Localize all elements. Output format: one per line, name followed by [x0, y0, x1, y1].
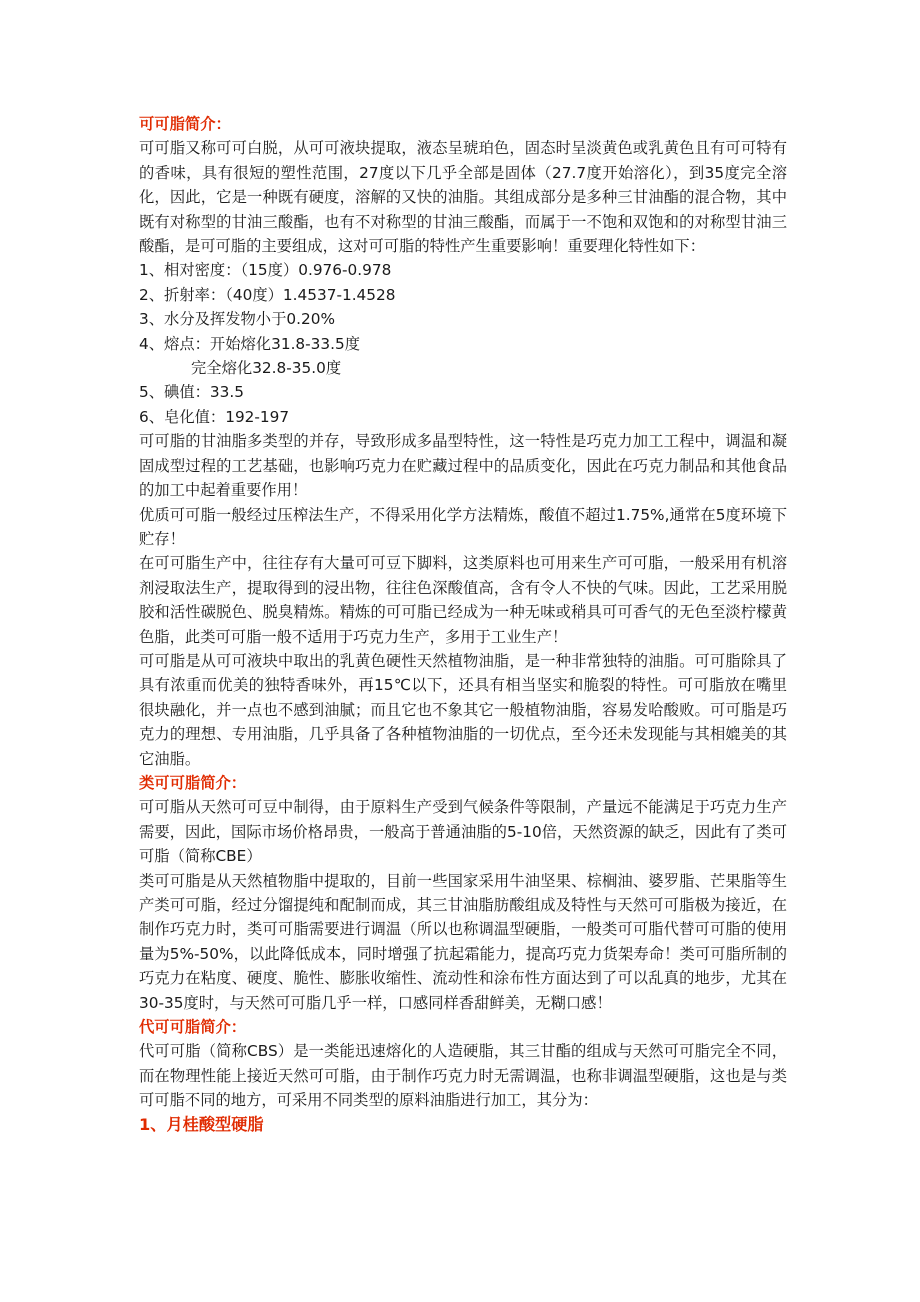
paragraph-quality: 优质可可脂一般经过压榨法生产，不得采用化学方法精炼，酸值不超过1.75%,通常在5度环境下贮存！ — [139, 505, 787, 548]
paragraph-cbe-origin: 可可脂从天然可可豆中制得，由于原料生产受到气候条件等限制，产量远不能满足于巧克力生产需要，因此，国际市场价格昂贵，一般高于普通油脂的5-10倍，天然资源的缺乏，因此有了类可可脂（简称CBE） — [139, 798, 787, 866]
subheading-lauric-hard-butter: 1、月桂酸型硬脂 — [139, 1114, 264, 1134]
property-list — [139, 258, 787, 429]
paragraph-characteristics: 可可脂是从可可液块中取出的乳黄色硬性天然植物油脂，是一种非常独特的油脂。可可脂除具了具有浓重而优美的独特香味外，再15℃以下，还具有相当坚实和脆裂的特性。可可脂放在嘴里很块融化，并一点也不感到油腻；而且它也不象其它一般植物油脂，容易发哈酸败。可可脂是巧克力的理想、专用油脂，几乎具备了各种植物油脂的一切优点，至今还未发现能与其相媲美的其它油脂。 — [139, 651, 787, 768]
paragraph-cbe-production: 类可可脂是从天然植物脂中提取的，目前一些国家采用牛油坚果、棕榈油、婆罗脂、芒果脂等生产类可可脂，经过分馏提纯和配制而成，其三甘油脂肪酸组成及特性与天然可可脂极为接近，在制作巧克力时，类可可脂需要进行调温（所以也称调温型硬脂，一般类可可脂代替可可脂的使用量为5%-50%，以此降低成本，同时增强了抗起霜能力，提高巧克力货架寿命！类可可脂所制的巧克力在粘度、硬度、脆性、膨胀收缩性、流动性和涂布性方面达到了可以乱真的地步，尤其在30-35度时，与天然可可脂几乎一样，口感同样香甜鲜美，无糊口感！ — [139, 871, 787, 1012]
property-item: 4、熔点：开始熔化31.8-33.5度 — [139, 334, 361, 353]
paragraph-polymorphism: 可可脂的甘油脂多类型的并存，导致形成多晶型特性，这一特性是巧克力加工工程中，调温和凝固成型过程的工艺基础，也影响巧克力在贮藏过程中的品质变化，因此在巧克力制品和其他食品的加工中起着重要作用！ — [139, 432, 787, 500]
property-item: 2、折射率：（40度）1.4537-1.4528 — [139, 285, 396, 304]
paragraph-cbs-intro: 代可可脂（简称CBS）是一类能迅速熔化的人造硬脂，其三甘酯的组成与天然可可脂完全不同，而在物理性能上接近天然可可脂，由于制作巧克力时无需调温，也称非调温型硬脂，这也是与类可可脂不同的地方，可采用不同类型的原料油脂进行加工，其分为： — [139, 1042, 787, 1110]
section-heading-cbe: 类可可脂简介： — [139, 773, 247, 792]
section-heading-cocoa-butter: 可可脂简介： — [139, 115, 231, 133]
property-item: 3、水分及挥发物小于0.20% — [139, 310, 335, 329]
section-heading-cbs: 代可可脂简介： — [139, 1018, 247, 1037]
property-item: 1、相对密度：（15度）0.976-0.978 — [139, 261, 392, 280]
property-item: 6、皂化值：192-197 — [139, 407, 290, 426]
property-item: 完全熔化32.8-35.0度 — [191, 359, 342, 378]
paragraph-solvent-extraction: 在可可脂生产中，往往存有大量可可豆下脚料，这类原料也可用来生产可可脂，一般采用有机溶剂浸取法生产，提取得到的浸出物，往往色深酸值高，含有令人不快的气味。因此，工艺采用脱胶和活性碳脱色、脱臭精炼。精炼的可可脂已经成为一种无味或稍具可可香气的无色至淡柠檬黄色脂，此类可可脂一般不适用于巧克力生产，多用于工业生产！ — [139, 554, 787, 646]
paragraph-cocoa-butter-intro: 可可脂又称可可白脱，从可可液块提取，液态呈琥珀色，固态时呈淡黄色或乳黄色且有可可特有的香味，具有很短的塑性范围，27度以下几乎全部是固体（27.7度开始溶化），到35度完全溶化，因此，它是一种既有硬度，溶解的又快的油脂。其组成部分是多种三甘油酯的混合物，其中既有对称型的甘油三酸酯，也有不对称型的甘油三酸酯，而属于一不饱和双饱和的对称型甘油三酸酯，是可可脂的主要组成，这对可可脂的特性产生重要影响！重要理化特性如下： — [139, 139, 787, 256]
property-item: 5、碘值：33.5 — [139, 383, 244, 402]
document-page — [139, 112, 787, 1137]
